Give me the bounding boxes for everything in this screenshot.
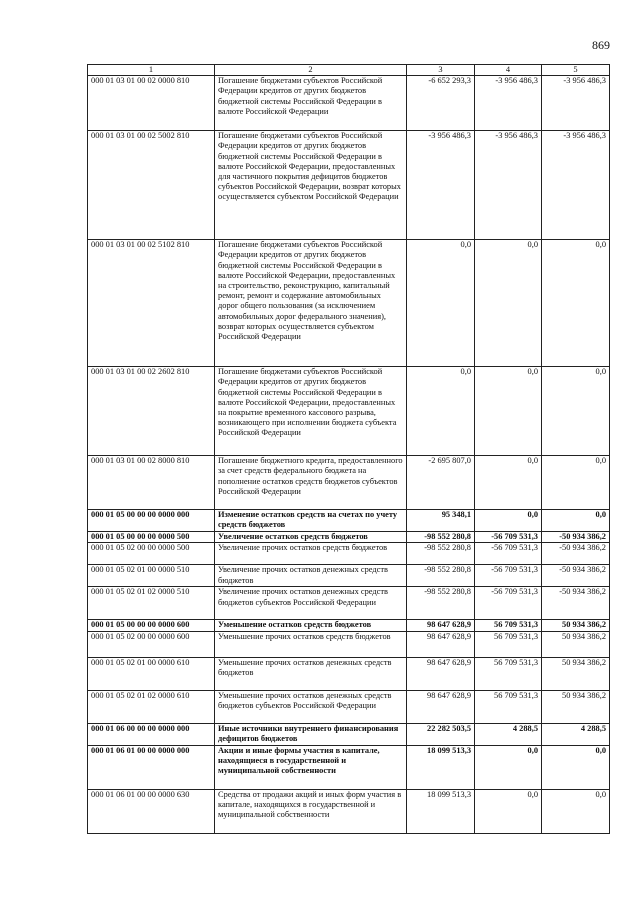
table-row	[88, 131, 610, 240]
value-col4-cell: -3 956 486,3	[475, 131, 542, 240]
value-col5-cell: -50 934 386,2	[542, 587, 610, 620]
table-row	[88, 532, 610, 543]
value-col5-cell: 50 934 386,2	[542, 631, 610, 657]
name-cell: Средства от продажи акций и иных форм участия в капитале, находящихся в государственной и муниципальной собственности	[215, 789, 407, 833]
value-col4-cell: 56 709 531,3	[475, 690, 542, 723]
table-row	[88, 657, 610, 690]
name-cell: Уменьшение прочих остатков денежных средств бюджетов субъектов Российской Федерации	[215, 690, 407, 723]
table-row	[88, 76, 610, 131]
code-cell: 000 01 05 02 01 02 0000 610	[88, 690, 215, 723]
value-col3-cell: 18 099 513,3	[407, 789, 475, 833]
value-col3-cell: -98 552 280,8	[407, 543, 475, 565]
code-cell: 000 01 03 01 00 02 5102 810	[88, 240, 215, 367]
code-cell: 000 01 03 01 00 02 2602 810	[88, 367, 215, 456]
table-row	[88, 240, 610, 367]
name-cell: Уменьшение прочих остатков средств бюджетов	[215, 631, 407, 657]
table-row	[88, 587, 610, 620]
table-header-row	[88, 65, 610, 76]
table-row	[88, 543, 610, 565]
code-cell: 000 01 05 02 00 00 0000 500	[88, 543, 215, 565]
name-cell: Погашение бюджетного кредита, предоставленного за счет средств федерального бюджета на пополнение остатков средств бюджетов субъектов Российской Федерации	[215, 456, 407, 510]
value-col5-cell: -50 934 386,2	[542, 565, 610, 587]
table-row	[88, 456, 610, 510]
name-cell: Акции и иные формы участия в капитале, находящиеся в государственной и муниципальной собственности	[215, 745, 407, 789]
code-cell: 000 01 03 01 00 02 0000 810	[88, 76, 215, 131]
name-cell: Иные источники внутреннего финансирования дефицитов бюджетов	[215, 723, 407, 745]
value-col3-cell: 95 348,1	[407, 510, 475, 532]
value-col5-cell: 50 934 386,2	[542, 690, 610, 723]
value-col3-cell: 18 099 513,3	[407, 745, 475, 789]
value-col5-cell: 0,0	[542, 367, 610, 456]
value-col4-cell: -56 709 531,3	[475, 565, 542, 587]
name-cell: Увеличение прочих остатков денежных средств бюджетов субъектов Российской Федерации	[215, 587, 407, 620]
name-cell: Погашение бюджетами субъектов Российской Федерации кредитов от других бюджетов бюджетной системы Российской Федерации в валюте Российской Федерации	[215, 76, 407, 131]
table-row	[88, 789, 610, 833]
budget-sources-table	[87, 64, 610, 834]
table-row	[88, 631, 610, 657]
name-cell: Увеличение прочих остатков денежных средств бюджетов	[215, 565, 407, 587]
value-col3-cell: 0,0	[407, 367, 475, 456]
value-col5-cell: -50 934 386,2	[542, 532, 610, 543]
value-col5-cell: 0,0	[542, 789, 610, 833]
value-col5-cell: 0,0	[542, 456, 610, 510]
value-col5-cell: 4 288,5	[542, 723, 610, 745]
value-col5-cell: -3 956 486,3	[542, 76, 610, 131]
name-cell: Увеличение прочих остатков средств бюджетов	[215, 543, 407, 565]
value-col3-cell: 98 647 628,9	[407, 620, 475, 631]
code-cell: 000 01 05 02 01 02 0000 510	[88, 587, 215, 620]
value-col4-cell: 0,0	[475, 240, 542, 367]
code-cell: 000 01 03 01 00 02 8000 810	[88, 456, 215, 510]
value-col4-cell: -3 956 486,3	[475, 76, 542, 131]
value-col5-cell: 50 934 386,2	[542, 657, 610, 690]
column-header-5: 5	[542, 65, 610, 76]
code-cell: 000 01 03 01 00 02 5002 810	[88, 131, 215, 240]
value-col3-cell: -98 552 280,8	[407, 587, 475, 620]
column-header-2: 2	[215, 65, 407, 76]
value-col5-cell: 0,0	[542, 510, 610, 532]
name-cell: Погашение бюджетами субъектов Российской Федерации кредитов от других бюджетов бюджетной системы Российской Федерации в валюте Российской Федерации, предоставленных для частичного покрытия дефицитов бюджетов субъектов Российской Федерации, возврат которых осуществляется субъектом Российской Федерации	[215, 131, 407, 240]
value-col3-cell: -98 552 280,8	[407, 565, 475, 587]
column-header-4: 4	[475, 65, 542, 76]
column-header-1: 1	[88, 65, 215, 76]
value-col4-cell: 56 709 531,3	[475, 620, 542, 631]
name-cell: Увеличение остатков средств бюджетов	[215, 532, 407, 543]
table-row	[88, 620, 610, 631]
value-col3-cell: -6 652 293,3	[407, 76, 475, 131]
table-row	[88, 745, 610, 789]
value-col4-cell: 4 288,5	[475, 723, 542, 745]
value-col5-cell: -3 956 486,3	[542, 131, 610, 240]
code-cell: 000 01 05 00 00 00 0000 600	[88, 620, 215, 631]
value-col4-cell: 0,0	[475, 456, 542, 510]
table-row	[88, 565, 610, 587]
value-col3-cell: 98 647 628,9	[407, 631, 475, 657]
value-col3-cell: -2 695 807,0	[407, 456, 475, 510]
value-col4-cell: 0,0	[475, 367, 542, 456]
value-col4-cell: 0,0	[475, 745, 542, 789]
value-col4-cell: 0,0	[475, 510, 542, 532]
value-col3-cell: 0,0	[407, 240, 475, 367]
name-cell: Изменение остатков средств на счетах по учету средств бюджетов	[215, 510, 407, 532]
value-col5-cell: 0,0	[542, 745, 610, 789]
page-number: 869	[592, 38, 610, 52]
value-col3-cell: -3 956 486,3	[407, 131, 475, 240]
value-col3-cell: 98 647 628,9	[407, 657, 475, 690]
value-col3-cell: 98 647 628,9	[407, 690, 475, 723]
table-row	[88, 723, 610, 745]
value-col3-cell: -98 552 280,8	[407, 532, 475, 543]
value-col4-cell: -56 709 531,3	[475, 587, 542, 620]
value-col4-cell: 56 709 531,3	[475, 657, 542, 690]
value-col5-cell: -50 934 386,2	[542, 543, 610, 565]
code-cell: 000 01 05 02 01 00 0000 610	[88, 657, 215, 690]
name-cell: Погашение бюджетами субъектов Российской Федерации кредитов от других бюджетов бюджетной системы Российской Федерации в валюте Российской Федерации, предоставленных на строительство, реконструкцию, капитальный ремонт, ремонт и содержание автомобильных дорог общего пользования (за исключением автомобильных дорог федерального значения), возврат которых осуществляется субъектом Российской Федерации	[215, 240, 407, 367]
code-cell: 000 01 05 00 00 00 0000 500	[88, 532, 215, 543]
value-col4-cell: -56 709 531,3	[475, 532, 542, 543]
value-col3-cell: 22 282 503,5	[407, 723, 475, 745]
value-col4-cell: -56 709 531,3	[475, 543, 542, 565]
name-cell: Уменьшение прочих остатков денежных средств бюджетов	[215, 657, 407, 690]
name-cell: Уменьшение остатков средств бюджетов	[215, 620, 407, 631]
code-cell: 000 01 06 01 00 00 0000 630	[88, 789, 215, 833]
name-cell: Погашение бюджетами субъектов Российской Федерации кредитов от других бюджетов бюджетной системы Российской Федерации в валюте Российской Федерации, предоставленных на покрытие временного кассового разрыва, возникающего при исполнении бюджета субъекта Российской Федерации	[215, 367, 407, 456]
code-cell: 000 01 06 00 00 00 0000 000	[88, 723, 215, 745]
value-col5-cell: 50 934 386,2	[542, 620, 610, 631]
code-cell: 000 01 05 02 00 00 0000 600	[88, 631, 215, 657]
code-cell: 000 01 05 00 00 00 0000 000	[88, 510, 215, 532]
value-col4-cell: 56 709 531,3	[475, 631, 542, 657]
column-header-3: 3	[407, 65, 475, 76]
value-col4-cell: 0,0	[475, 789, 542, 833]
value-col5-cell: 0,0	[542, 240, 610, 367]
table-body	[88, 76, 610, 833]
code-cell: 000 01 06 01 00 00 0000 000	[88, 745, 215, 789]
table-row	[88, 690, 610, 723]
table-row	[88, 510, 610, 532]
code-cell: 000 01 05 02 01 00 0000 510	[88, 565, 215, 587]
table-row	[88, 367, 610, 456]
